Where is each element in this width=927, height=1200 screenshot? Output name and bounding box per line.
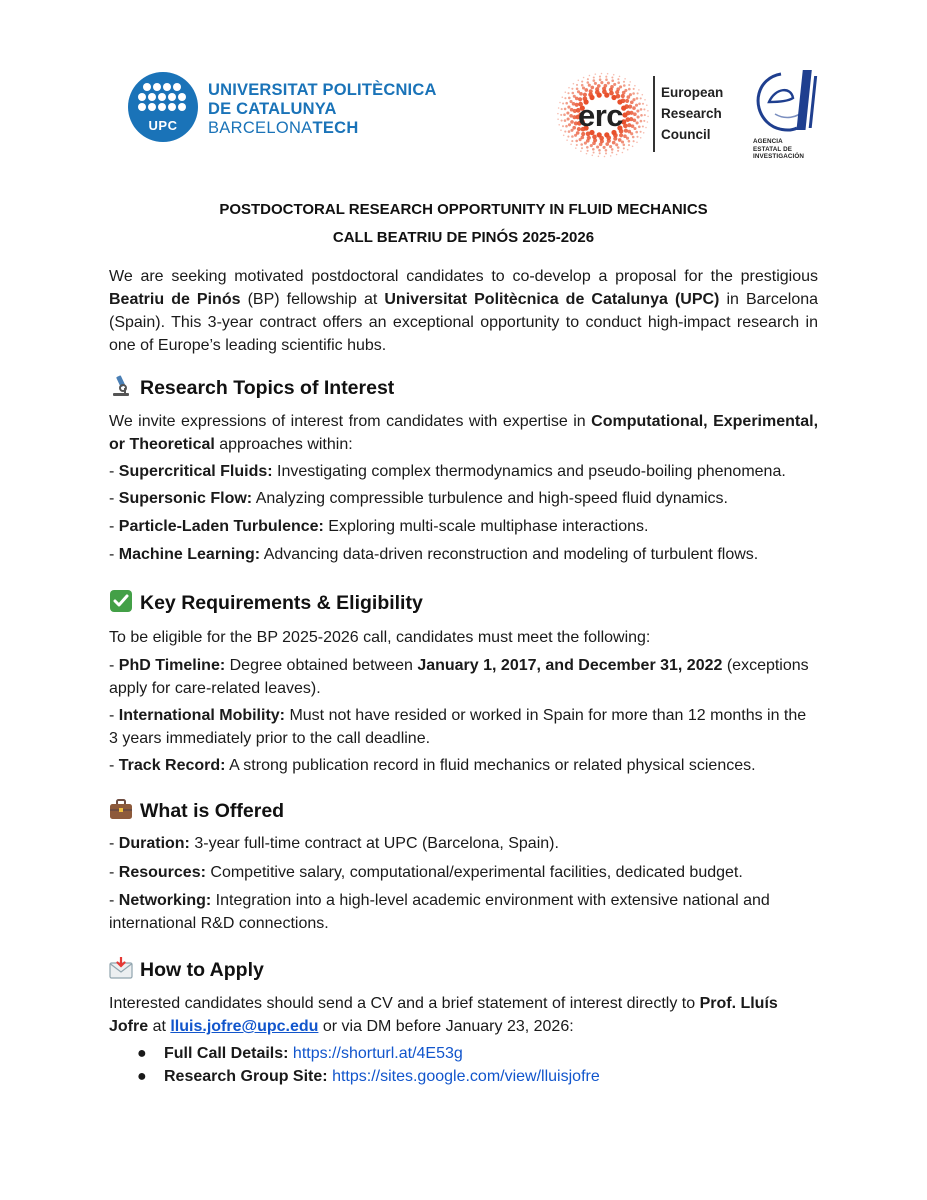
call-details-url[interactable]: https://shorturl.at/4E53g <box>292 1045 463 1062</box>
apply-link-group-site: ● Research Group Site: https://sites.google.com/view/lluisjofre <box>137 1068 600 1085</box>
research-topics-heading: Research Topics of Interest <box>109 375 394 400</box>
research-item-machine-learning: - Machine Learning: Advancing data-driven reconstruction and modeling of turbulent flows. <box>109 546 759 563</box>
erc-emblem-text: erc <box>578 98 624 133</box>
erc-separator <box>653 76 655 152</box>
aei-wordmark: AGENCIA ESTATAL DE INVESTIGACIÓN <box>753 138 804 160</box>
research-item-supercritical: - Supercritical Fluids: Investigating complex thermodynamics and pseudo-boiling phenomena. <box>109 463 786 480</box>
requirements-intro: To be eligible for the BP 2025-2026 call, candidates must meet the following: <box>109 629 651 646</box>
offered-item-resources: - Resources: Competitive salary, computational/experimental facilities, dedicated budget. <box>109 864 743 881</box>
aei-logo <box>745 68 835 168</box>
requirement-mobility: - International Mobility: Must not have resided or worked in Spain for more than 12 months in the 3 years immediately prior to the call deadline. <box>109 707 807 747</box>
apply-paragraph: Interested candidates should send a CV and a brief statement of interest directly to Prof. Lluís Jofre at lluis.jofre@upc.edu or via DM before January 23, 2026: <box>109 995 778 1035</box>
group-site-url[interactable]: https://sites.google.com/view/lluisjofre <box>332 1068 600 1085</box>
upc-emblem-text: UPC <box>148 118 178 133</box>
research-intro: We invite expressions of interest from candidates with expertise in Computational, Experimental, or Theoretical approaches within: <box>109 413 819 453</box>
apply-link-call-details: ● Full Call Details: https://shorturl.at/4E53g <box>137 1045 463 1062</box>
requirement-track-record: - Track Record: A strong publication record in fluid mechanics or related physical sciences. <box>109 757 756 774</box>
requirement-phd-timeline: - PhD Timeline: Degree obtained between January 1, 2017, and December 31, 2022 (exceptions apply for care-related leaves). <box>109 657 809 697</box>
aei-emblem-icon <box>745 68 835 136</box>
erc-logo <box>555 70 727 160</box>
page-title: POSTDOCTORAL RESEARCH OPPORTUNITY IN FLUID MECHANICS <box>219 201 708 218</box>
upc-wordmark: UNIVERSITAT POLITÈCNICA DE CATALUNYA BARCELONATECH <box>208 81 437 137</box>
check-mark-icon <box>109 590 133 612</box>
requirements-heading: Key Requirements & Eligibility <box>109 590 423 615</box>
erc-wordmark: European Research Council <box>661 85 724 142</box>
research-item-supersonic: - Supersonic Flow: Analyzing compressible turbulence and high-speed fluid dynamics. <box>109 490 728 507</box>
offered-heading: What is Offered <box>109 798 284 823</box>
intro-paragraph: We are seeking motivated postdoctoral candidates to co-develop a proposal for the prestigious Beatriu de Pinós (BP) fellowship at Universitat Politècnica de Catalunya (UPC) in Barcelona (Spain). This 3-year contract offers an exceptional opportunity to conduct high-impact research in one of Europe’s leading scientific hubs. <box>109 268 819 354</box>
offered-item-duration: - Duration: 3-year full-time contract at UPC (Barcelona, Spain). <box>109 835 559 852</box>
briefcase-icon <box>109 798 133 820</box>
page-subtitle: CALL BEATRIU DE PINÓS 2025-2026 <box>332 229 595 246</box>
upc-logo <box>128 72 448 144</box>
microscope-icon <box>109 375 133 397</box>
apply-heading: How to Apply <box>109 957 264 982</box>
envelope-arrow-icon <box>109 957 133 979</box>
offered-item-networking: - Networking: Integration into a high-level academic environment with extensive national and international R&D connections. <box>109 892 770 932</box>
upc-emblem <box>128 72 198 142</box>
contact-email-link[interactable]: lluis.jofre@upc.edu <box>170 1018 319 1035</box>
research-item-particle-laden: - Particle-Laden Turbulence: Exploring multi-scale multiphase interactions. <box>109 518 649 535</box>
